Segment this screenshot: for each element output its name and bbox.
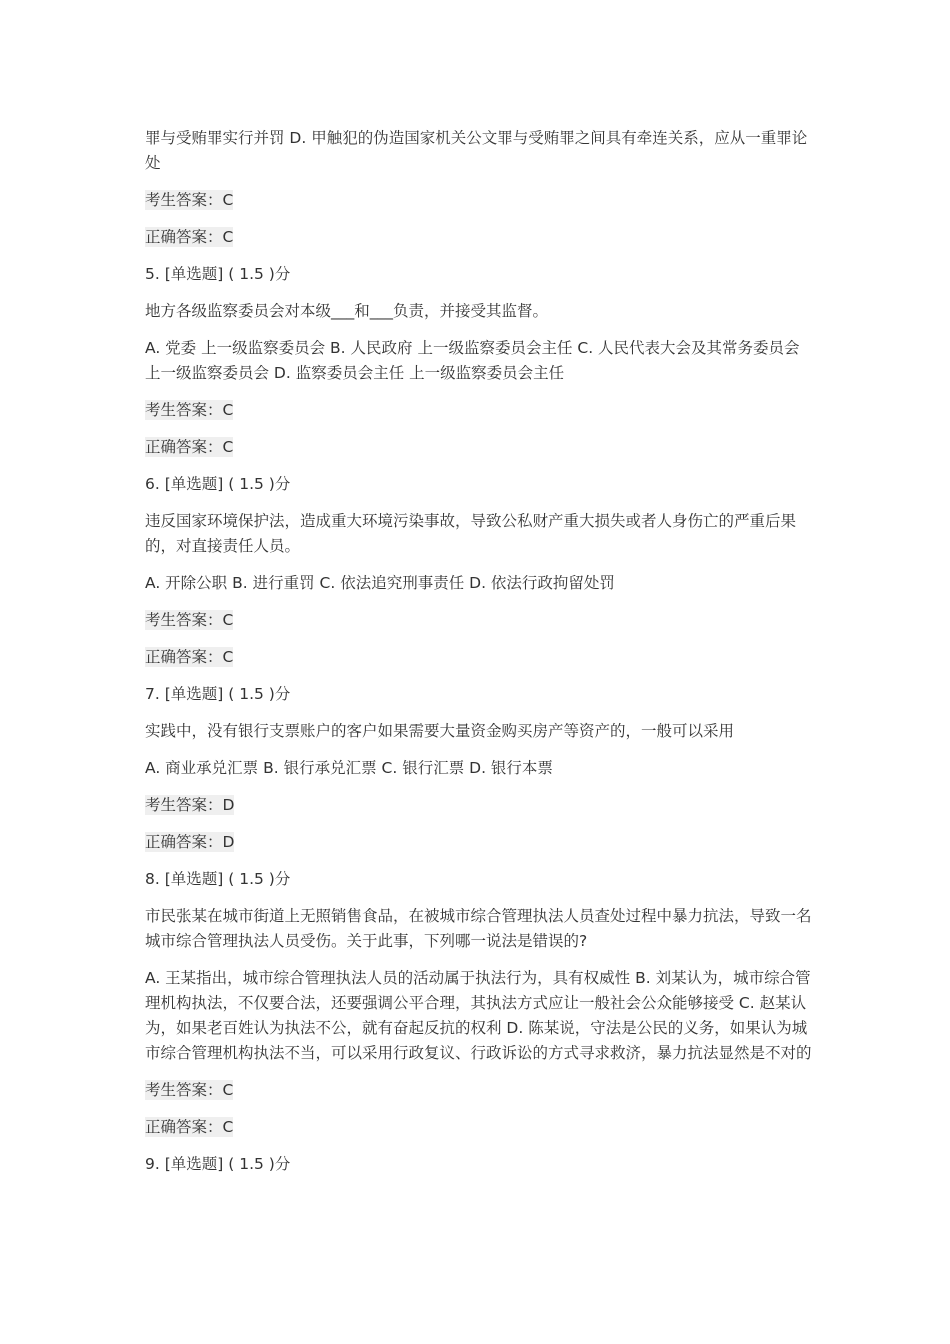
document-page — [145, 126, 815, 1189]
question-5-options: A. 党委 上一级监察委员会 B. 人民政府 上一级监察委员会主任 C. 人民代表大会及其常务委员会 上一级监察委员会 D. 监察委员会主任 上一级监察委员会主任 — [145, 339, 800, 382]
question-7-stem: 实践中，没有银行支票账户的客户如果需要大量资金购买房产等资产的，一般可以采用 — [145, 722, 735, 740]
question-7-options: A. 商业承兑汇票 B. 银行承兑汇票 C. 银行汇票 D. 银行本票 — [145, 759, 553, 777]
question-8-stem: 市民张某在城市街道上无照销售食品，在被城市综合管理执法人员查处过程中暴力抗法，导致一名城市综合管理执法人员受伤。关于此事，下列哪一说法是错误的? — [145, 907, 812, 950]
question-7-header: 7. [单选题] ( 1.5 )分 — [145, 685, 291, 703]
correct-answer: 正确答案：C — [145, 648, 234, 666]
correct-answer: 正确答案：D — [145, 833, 235, 851]
question-8-options: A. 王某指出，城市综合管理执法人员的活动属于执法行为，具有权威性 B. 刘某认为，城市综合管理机构执法，不仅要合法，还要强调公平合理，其执法方式应让一般社会公众能够接受 C. 赵某认为，如果老百姓认为执法不公，就有奋起反抗的权利 D. 陈某说，守法是公民的义务，如果认为城市综合管理机构执法不当，可以采用行政复议、行政诉讼的方式寻求救济，暴力抗法显然是不对的 — [145, 969, 812, 1062]
question-4-options-continued: 罪与受贿罪实行并罚 D. 甲触犯的伪造国家机关公文罪与受贿罪之间具有牵连关系，应从一重罪论处 — [145, 129, 808, 172]
question-9-header: 9. [单选题] ( 1.5 )分 — [145, 1155, 291, 1173]
candidate-answer: 考生答案：C — [145, 401, 234, 419]
question-6-header: 6. [单选题] ( 1.5 )分 — [145, 475, 291, 493]
question-6-stem: 违反国家环境保护法，造成重大环境污染事故，导致公私财产重大损失或者人身伤亡的严重后果的，对直接责任人员。 — [145, 512, 797, 555]
question-5-header: 5. [单选题] ( 1.5 )分 — [145, 265, 291, 283]
candidate-answer: 考生答案：C — [145, 1081, 234, 1099]
correct-answer: 正确答案：C — [145, 438, 234, 456]
question-6-options: A. 开除公职 B. 进行重罚 C. 依法追究刑事责任 D. 依法行政拘留处罚 — [145, 574, 615, 592]
candidate-answer: 考生答案：D — [145, 796, 235, 814]
correct-answer: 正确答案：C — [145, 228, 234, 246]
question-8-header: 8. [单选题] ( 1.5 )分 — [145, 870, 291, 888]
candidate-answer: 考生答案：C — [145, 611, 234, 629]
candidate-answer: 考生答案：C — [145, 191, 234, 209]
question-5-stem: 地方各级监察委员会对本级___和___负责，并接受其监督。 — [145, 302, 549, 320]
correct-answer: 正确答案：C — [145, 1118, 234, 1136]
